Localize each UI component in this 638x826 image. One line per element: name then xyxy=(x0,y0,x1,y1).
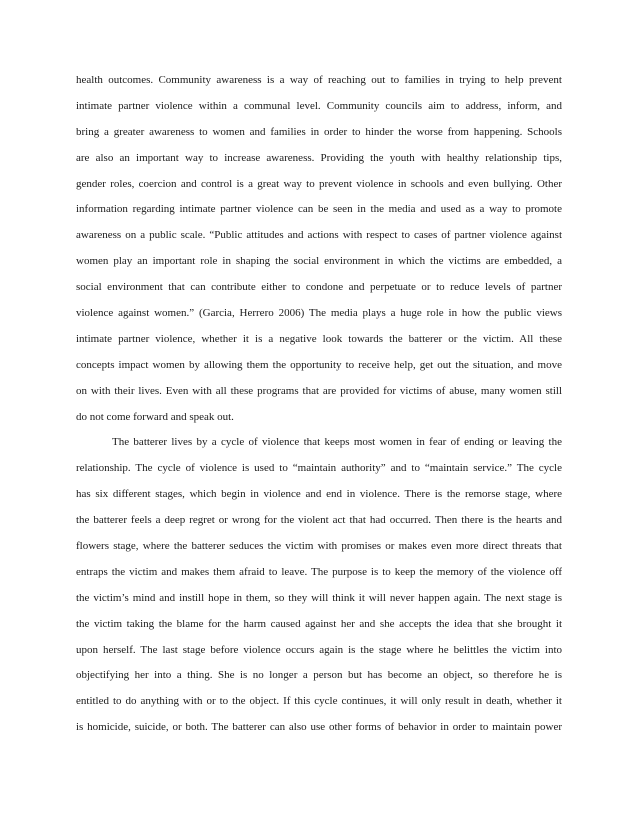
text-line: intimate partner violence, whether it is a negative look towards the batterer or the victim. All these xyxy=(76,332,562,345)
text-line: has six different stages, which begin in violence and end in violence. There is the remorse stage, where xyxy=(76,488,562,501)
text-line: awareness on a public scale. “Public attitudes and actions with respect to cases of partner violence against xyxy=(76,229,562,242)
text-line: bring a greater awareness to women and families in order to hinder the worse from happening. Schools xyxy=(76,125,562,138)
text-line: health outcomes. Community awareness is a way of reaching out to families in trying to help prevent xyxy=(76,74,562,86)
text-line: flowers stage, where the batterer seduces the victim with promises or makes even more direct threats that xyxy=(76,540,562,553)
text-line: entraps the victim and makes them afraid to leave. The purpose is to keep the memory of the violence off xyxy=(76,565,562,578)
text-line: gender roles, coercion and control is a great way to prevent violence in schools and even bullying. Other xyxy=(76,177,562,190)
text-line: women play an important role in shaping the social environment in which the victims are embedded, a xyxy=(76,255,562,268)
text-line: social environment that can contribute either to condone and perpetuate or to reduce levels of partner xyxy=(76,281,562,294)
text-line: concepts impact women by allowing them the opportunity to receive help, get out the situation, and move xyxy=(76,358,562,371)
text-line: the victim taking the blame for the harm caused against her and she accepts the idea that she brought it xyxy=(76,617,562,630)
text-line: upon herself. The last stage before violence occurs again is the stage where he belittles the victim into xyxy=(76,643,562,656)
text-line: information regarding intimate partner violence can be seen in the media and used as a way to promote xyxy=(76,203,562,216)
text-line: objectifying her into a thing. She is no longer a person but has become an object, so therefore he is xyxy=(76,669,562,682)
text-line: intimate partner violence within a communal level. Community councils aim to address, inform, and xyxy=(76,99,562,112)
text-line: are also an important way to increase awareness. Providing the youth with healthy relationship tips, xyxy=(76,151,562,164)
text-line: relationship. The cycle of violence is used to “maintain authority” and to “maintain service.” The cycle xyxy=(76,462,562,475)
text-line: violence against women.” (Garcia, Herrero 2006) The media plays a huge role in how the public views xyxy=(76,307,562,320)
paragraph-1 xyxy=(76,68,562,430)
paragraph-2 xyxy=(76,430,562,741)
text-line: do not come forward and speak out. xyxy=(76,410,234,423)
text-line: the batterer feels a deep regret or wrong for the violent act that had occurred. Then there is the hearts and xyxy=(76,514,562,527)
document-body xyxy=(76,68,562,741)
text-line: the victim’s mind and instill hope in them, so they will think it will never happen again. The next stage is xyxy=(76,591,562,604)
text-line: on with their lives. Even with all these programs that are provided for victims of abuse, many women still xyxy=(76,384,562,397)
text-line-indented: The batterer lives by a cycle of violence that keeps most women in fear of ending or leaving the xyxy=(112,436,562,449)
text-line: entitled to do anything with or to the object. If this cycle continues, it will only result in death, whether it xyxy=(76,695,562,708)
text-line: is homicide, suicide, or both. The batterer can also use other forms of behavior in order to maintain power xyxy=(76,721,562,734)
